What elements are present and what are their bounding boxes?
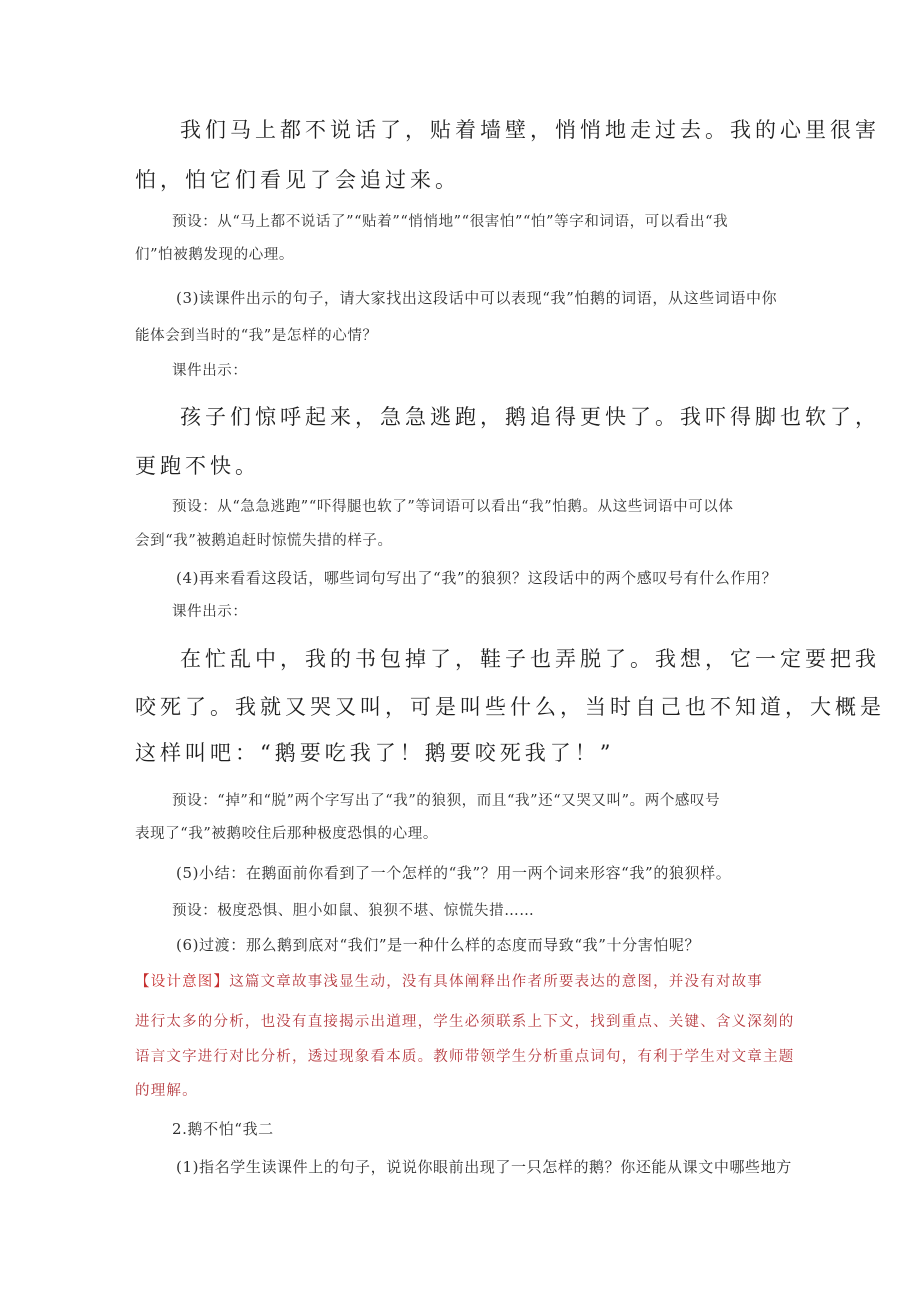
design-intent-tag: 【设计意图】 — [135, 974, 230, 990]
question-1: (1)指名学生读课件上的句子，说说你眼前出现了一只怎样的鹅？你还能从课文中哪些地方 — [176, 1158, 792, 1176]
preset-4: 预设：极度恐惧、胆小如鼠、狼狈不堪、惊慌失措…… — [172, 903, 535, 919]
preset-1-line-1: 预设：从“马上都不说话了”“贴着”“悄悄地”“很害怕”“怕”等字和词语，可以看出“我 — [172, 214, 729, 230]
design-intent-line-2: 进行太多的分析，也没有直接揭示出道理，学生必须联系上下文，找到重点、关键、含义深刻的 — [135, 1014, 795, 1030]
design-intent-line-1 — [135, 970, 763, 991]
question-3-line-1: (3)读课件出示的句子，请大家找出这段话中可以表现“我”怕鹅的词语，从这些词语中你 — [176, 289, 778, 307]
passage-3-line-1: 在忙乱中，我的书包掉了，鞋子也弄脱了。我想，它一定要把我 — [180, 647, 880, 671]
preset-2-line-2: 会到“我”被鹅追赶时惊慌失措的样子。 — [135, 533, 393, 549]
preset-3-line-1: 预设：“掉”和“脱”两个字写出了“我”的狼狈，而且“我”还“又哭又叫”。两个感叹号 — [172, 793, 721, 809]
question-3-line-2: 能体会到当时的“我”是怎样的心情？ — [135, 328, 378, 344]
question-5: (5)小结：在鹅面前你看到了一个怎样的“我”？用一两个词来形容“我”的狼狈样。 — [176, 864, 732, 882]
preset-3-line-2: 表现了“我”被鹅咬住后那种极度恐惧的心理。 — [135, 826, 438, 842]
courseware-display-label-1: 课件出示： — [172, 363, 248, 379]
question-4: (4)再来看看这段话，哪些词句写出了“我”的狼狈？这段话中的两个感叹号有什么作用？ — [176, 569, 778, 587]
passage-3-line-2: 咬死了。我就又哭又叫，可是叫些什么，当时自己也不知道，大概是 — [135, 695, 885, 719]
design-intent-line-3: 语言文字进行对比分析，透过现象看本质。教师带领学生分析重点词句，有利于学生对文章主题 — [135, 1049, 795, 1065]
passage-2-line-1: 孩子们惊呼起来，急急逃跑，鹅追得更快了。我吓得脚也软了， — [180, 405, 880, 429]
passage-1-line-2: 怕，怕它们看见了会追过来。 — [135, 168, 460, 192]
preset-2-line-1: 预设：从“急急逃跑”“吓得腿也软了”等词语可以看出“我”怕鹅。从这些词语中可以体 — [172, 499, 734, 515]
passage-2-line-2: 更跑不快。 — [135, 454, 260, 478]
design-intent-line-4: 的理解。 — [135, 1083, 198, 1099]
courseware-display-label-2: 课件出示： — [172, 604, 248, 620]
passage-1-line-1: 我们马上都不说话了，贴着墙壁，悄悄地走过去。我的心里很害 — [180, 118, 880, 142]
design-intent-line-1-text: 这篇文章故事浅显生动，没有具体阐释出作者所要表达的意图，并没有对故事 — [229, 974, 763, 990]
section-2-heading: 2.鹅不怕“我二 — [172, 1120, 274, 1138]
passage-3-line-3: 这样叫吧：“鹅要吃我了！鹅要咬死我了！” — [135, 741, 615, 765]
preset-1-line-2: 们”怕被鹅发现的心理。 — [135, 247, 295, 263]
question-6: (6)过渡：那么鹅到底对“我们”是一种什么样的态度而导致“我”十分害怕呢？ — [176, 936, 701, 954]
